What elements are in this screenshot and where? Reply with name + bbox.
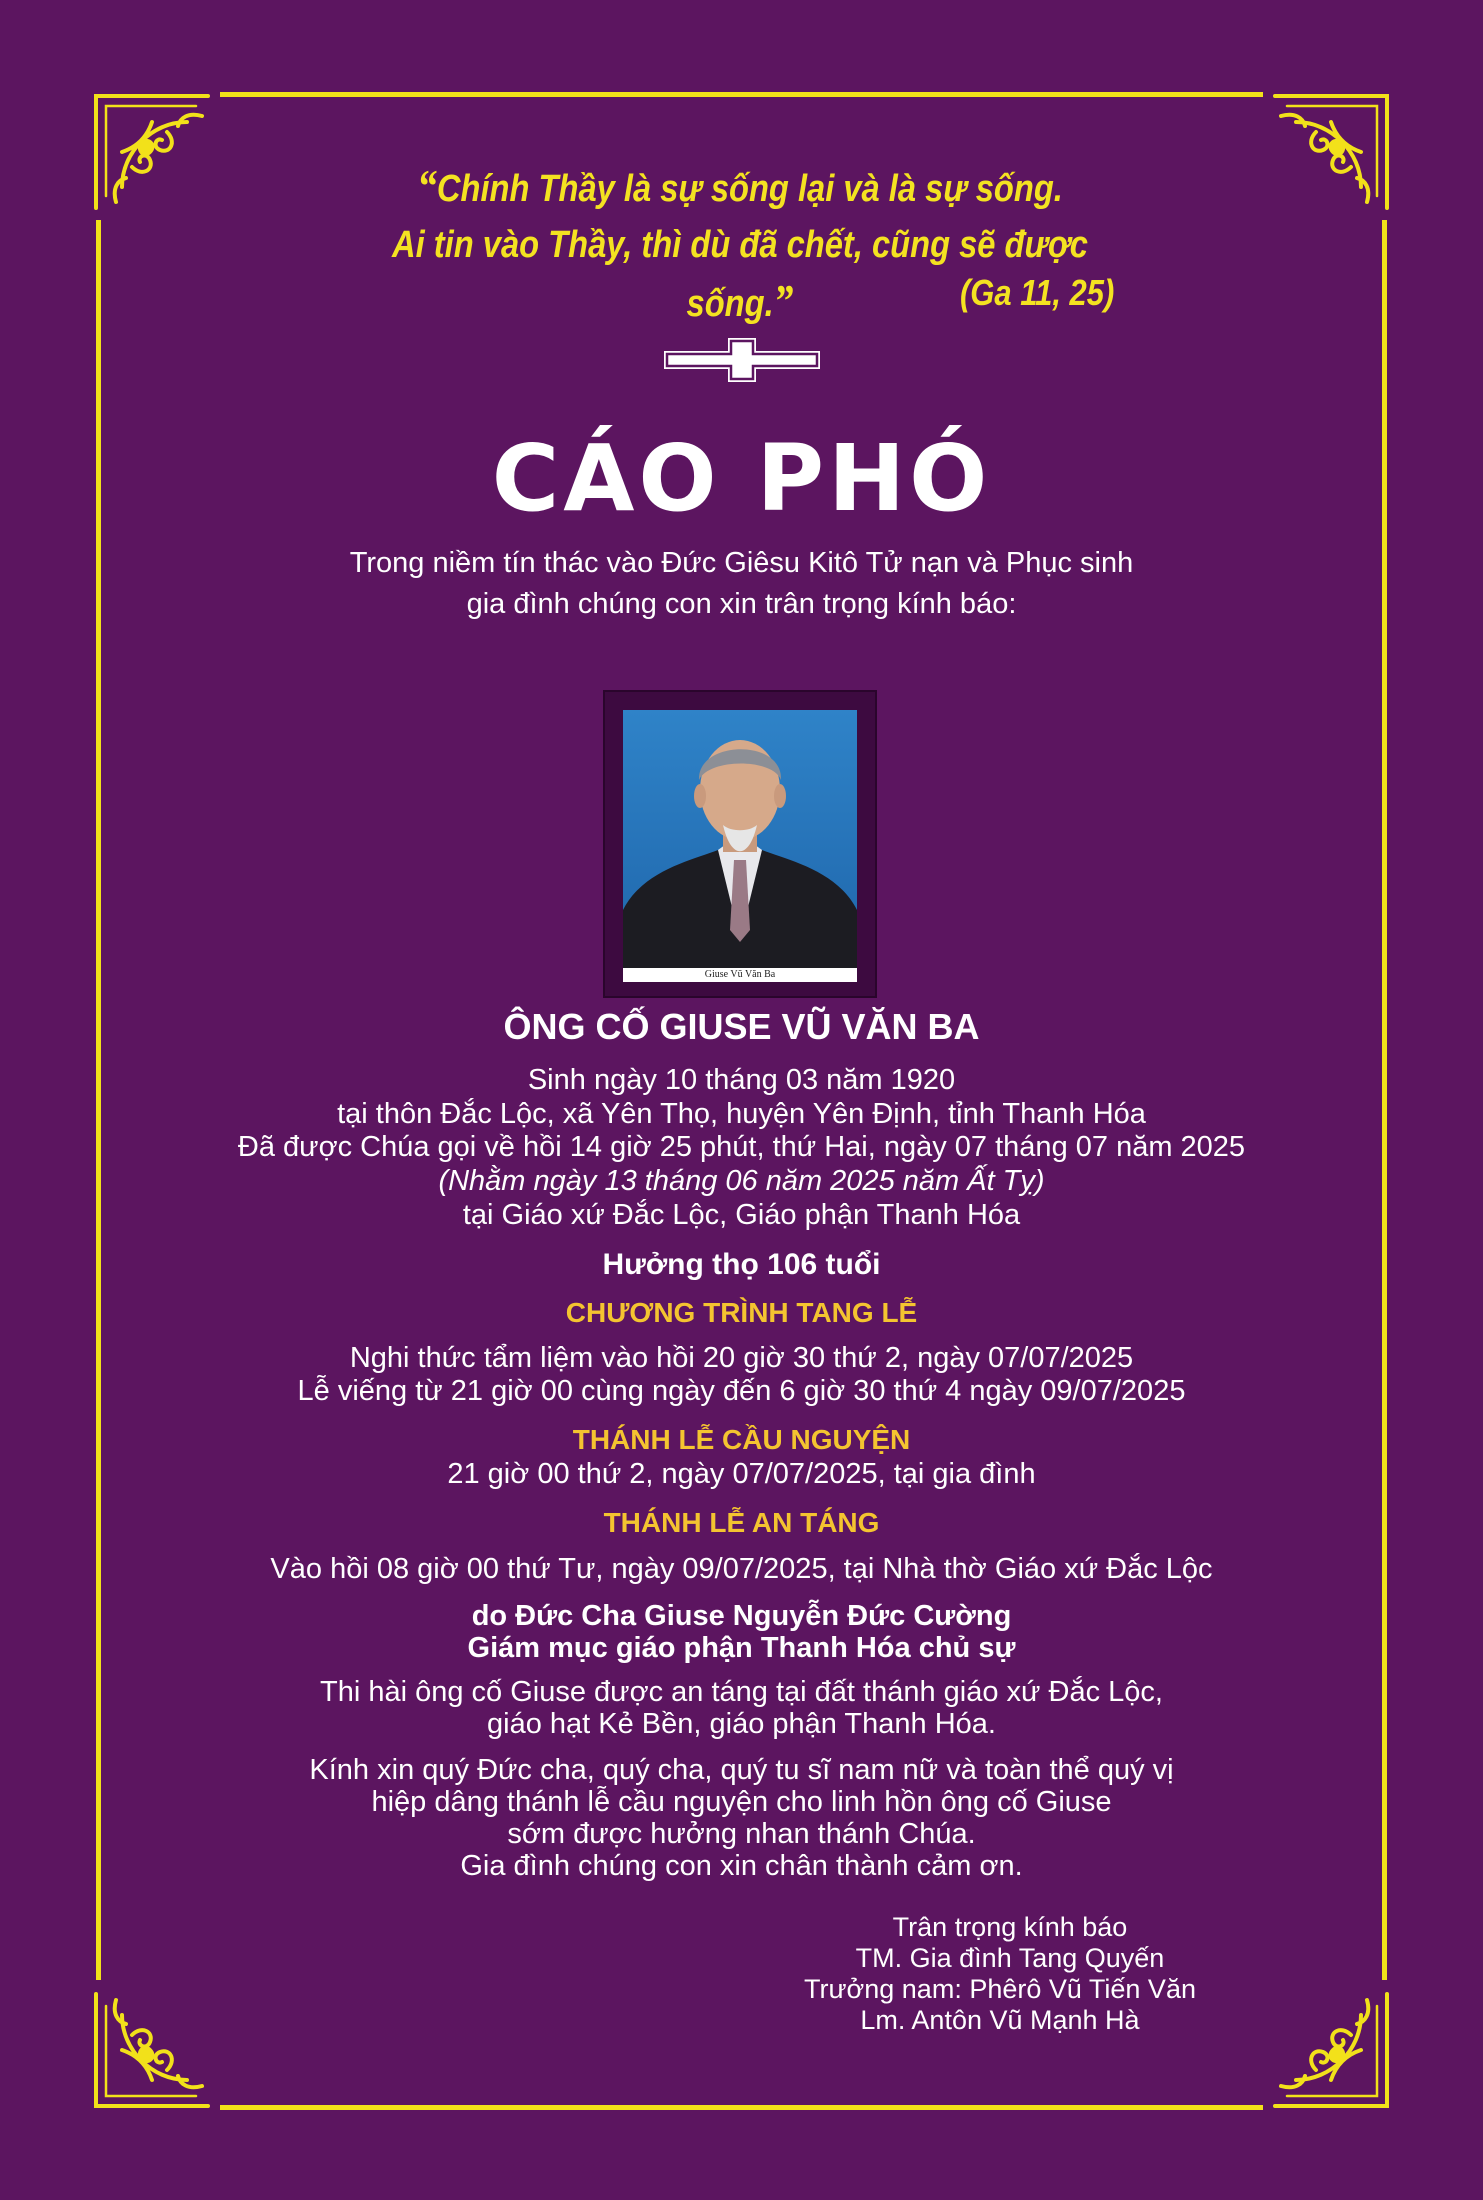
celebrant-line-2: Giám mục giáo phận Thanh Hóa chủ sự (467, 1632, 1016, 1664)
close-quote: ” (773, 275, 794, 326)
cross-icon (660, 335, 824, 385)
portrait-frame (603, 690, 877, 998)
program-line-1: Nghi thức tẩm liệm vào hồi 20 giờ 30 thứ 2, ngày 07/07/2025 (349, 1342, 1134, 1374)
death-date: Đã được Chúa gọi về hồi 14 giờ 25 phút, thứ Hai, ngày 07 tháng 07 năm 2025 (237, 1131, 1246, 1163)
portrait-caption: Giuse Vũ Văn Ba (623, 968, 857, 982)
signature-line-3: Trưởng nam: Phêrô Vũ Tiến Văn (804, 1974, 1196, 2004)
signature-line-4: Lm. Antôn Vũ Mạnh Hà (860, 2005, 1140, 2035)
birth-place: tại thôn Đắc Lộc, xã Yên Thọ, huyện Yên Định, tỉnh Thanh Hóa (337, 1098, 1146, 1130)
program-heading: CHƯƠNG TRÌNH TANG LỄ (565, 1297, 918, 1328)
birth-date: Sinh ngày 10 tháng 03 năm 1920 (527, 1064, 956, 1096)
lunar-date: (Nhằm ngày 13 tháng 06 năm 2025 năm Ất Tỵ) (438, 1165, 1045, 1197)
portrait-photo (623, 710, 857, 968)
age: Hưởng thọ 106 tuổi (602, 1248, 881, 1281)
parish: tại Giáo xứ Đắc Lộc, Giáo phận Thanh Hóa (462, 1199, 1021, 1231)
signature-line-1: Trân trọng kính báo (892, 1912, 1128, 1942)
deceased-name: ÔNG CỐ GIUSE VŨ VĂN BA (503, 1006, 980, 1047)
celebrant-line-1: do Đức Cha Giuse Nguyễn Đức Cường (471, 1600, 1012, 1632)
corner-ornament-icon (1271, 92, 1391, 212)
open-quote: “ (417, 160, 437, 211)
frame-top (220, 92, 1263, 97)
verse-text-2: Ai tin vào Thầy, thì dù đã chết, cũng sẽ được sống. (392, 224, 1088, 325)
funeral-mass-heading: THÁNH LỄ AN TÁNG (603, 1507, 880, 1538)
program-line-2: Lễ viếng từ 21 giờ 00 cùng ngày đến 6 giờ 30 thứ 4 ngày 09/07/2025 (297, 1375, 1186, 1407)
closing-line-2: hiệp dâng thánh lễ cầu nguyện cho linh hồn ông cố Giuse (371, 1786, 1112, 1818)
closing-line-3: sớm được hưởng nhan thánh Chúa. (507, 1818, 976, 1850)
burial-line-2: giáo hạt Kẻ Bền, giáo phận Thanh Hóa. (487, 1708, 996, 1740)
corner-ornament-icon (1271, 1990, 1391, 2110)
corner-ornament-icon (92, 92, 212, 212)
frame-bottom (220, 2105, 1263, 2110)
signature-line-2: TM. Gia đình Tang Quyến (855, 1943, 1165, 1973)
verse-line-1 (362, 158, 1119, 217)
intro-line-1: Trong niềm tín thác vào Đức Giêsu Kitô Tử nạn và Phục sinh (349, 547, 1134, 579)
verse-reference: (Ga 11, 25) (960, 272, 1115, 313)
funeral-mass-line: Vào hồi 08 giờ 00 thứ Tư, ngày 09/07/2025, tại Nhà thờ Giáo xứ Đắc Lộc (270, 1553, 1213, 1585)
intro-line-2: gia đình chúng con xin trân trọng kính báo: (466, 588, 1017, 620)
closing-line-1: Kính xin quý Đức cha, quý cha, quý tu sĩ nam nữ và toàn thể quý vị (309, 1754, 1174, 1786)
prayer-mass-heading: THÁNH LỄ CẦU NGUYỆN (572, 1424, 911, 1455)
burial-line-1: Thi hài ông cố Giuse được an táng tại đất thánh giáo xứ Đắc Lộc, (320, 1676, 1163, 1708)
prayer-mass-line: 21 giờ 00 thứ 2, ngày 07/07/2025, tại gia đình (447, 1458, 1036, 1490)
closing-line-4: Gia đình chúng con xin chân thành cảm ơn. (460, 1850, 1023, 1882)
verse-text-1: Chính Thầy là sự sống lại và là sự sống. (436, 168, 1063, 210)
corner-ornament-icon (92, 1990, 212, 2110)
page-title: CÁO PHÓ (491, 425, 992, 532)
